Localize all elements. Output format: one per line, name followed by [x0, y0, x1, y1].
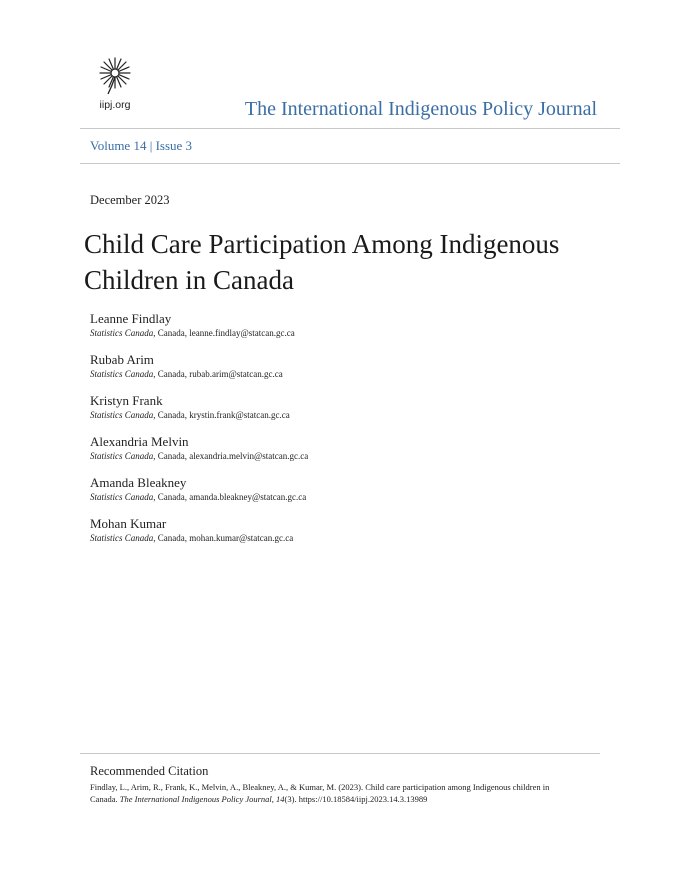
author-entry: [90, 311, 590, 339]
volume-link[interactable]: Volume 14: [90, 138, 147, 153]
citation-authors-title: Findlay, L., Arim, R., Frank, K., Melvin, A., Bleakney, A., & Kumar, M. (2023). Child care participation among Indigenous children in Canada.: [90, 782, 550, 804]
author-entry: [90, 434, 590, 462]
author-affiliation: [90, 409, 590, 421]
author-org: Statistics Canada: [90, 492, 154, 502]
author-entry: [90, 516, 590, 544]
volume-issue-line: [90, 138, 192, 154]
author-org: Statistics Canada: [90, 328, 154, 338]
author-name: Alexandria Melvin: [90, 434, 189, 449]
logo-text: iipj.org: [99, 99, 131, 111]
author-org: Statistics Canada: [90, 533, 154, 543]
recommended-citation-heading: Recommended Citation: [90, 764, 209, 778]
citation-doi[interactable]: (3). https://10.18584/iipj.2023.14.3.13989: [284, 793, 428, 804]
author-name: Kristyn Frank: [90, 393, 163, 408]
journal-title[interactable]: The International Indigenous Policy Journal: [244, 98, 597, 120]
author-contact[interactable]: , Canada, alexandria.melvin@statcan.gc.ca: [153, 451, 309, 461]
author-contact[interactable]: , Canada, mohan.kumar@statcan.gc.ca: [153, 533, 294, 543]
author-org: Statistics Canada: [90, 410, 154, 420]
citation-text: [90, 782, 560, 805]
issue-link[interactable]: Issue 3: [155, 138, 193, 153]
subheader-divider: [80, 163, 620, 164]
article-title: Child Care Participation Among Indigenous Children in Canada: [84, 229, 560, 295]
author-entry: [90, 393, 590, 421]
author-contact[interactable]: , Canada, krystin.frank@statcan.gc.ca: [153, 410, 290, 420]
author-org: Statistics Canada: [90, 369, 154, 379]
author-affiliation: [90, 450, 590, 462]
footer-divider: [80, 753, 600, 754]
publication-date: December 2023: [90, 193, 170, 207]
volume-issue-separator: |: [149, 138, 153, 153]
author-contact[interactable]: , Canada, amanda.bleakney@statcan.gc.ca: [153, 492, 307, 502]
journal-logo[interactable]: [92, 56, 142, 114]
header-divider: [80, 128, 620, 129]
author-affiliation: [90, 491, 590, 503]
author-affiliation: [90, 532, 590, 544]
author-name: Amanda Bleakney: [90, 475, 187, 490]
sunburst-logo-icon: [98, 56, 132, 96]
author-contact[interactable]: , Canada, rubab.arim@statcan.gc.ca: [153, 369, 283, 379]
author-affiliation: [90, 368, 590, 380]
author-name: Rubab Arim: [90, 352, 154, 367]
author-name: Leanne Findlay: [90, 311, 172, 326]
citation-journal: The International Indigenous Policy Journal, 14: [119, 793, 285, 804]
author-list: [90, 311, 590, 557]
author-entry: [90, 352, 590, 380]
author-entry: [90, 475, 590, 503]
author-affiliation: [90, 327, 590, 339]
author-contact[interactable]: , Canada, leanne.findlay@statcan.gc.ca: [153, 328, 295, 338]
author-name: Mohan Kumar: [90, 516, 167, 531]
author-org: Statistics Canada: [90, 451, 154, 461]
